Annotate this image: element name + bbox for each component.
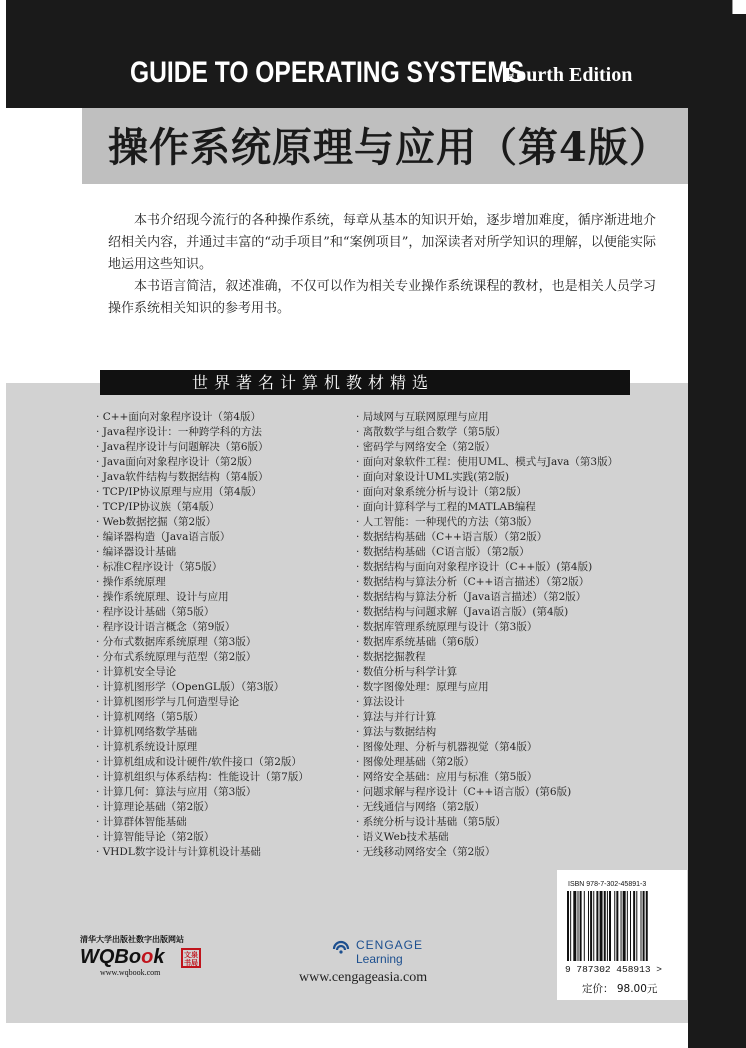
wqbook-logo: WQBook	[80, 946, 165, 968]
series-book-item: · 系统分析与设计基础（第5版）	[356, 815, 656, 830]
series-list-left	[96, 410, 358, 860]
series-book-item: · 数据结构基础（C语言版）（第2版）	[356, 545, 656, 560]
series-book-item: · 计算机网络数学基础	[96, 725, 358, 740]
series-book-item: · TCP/IP协议原理与应用（第4版）	[96, 485, 358, 500]
series-book-item: · 面向计算科学与工程的MATLAB编程	[356, 500, 656, 515]
series-book-item: · 分布式数据库系统原理（第3版）	[96, 635, 358, 650]
barcode-bar	[570, 891, 571, 961]
series-title-bar: 世界著名计算机教材精选	[100, 370, 630, 395]
english-title: GUIDE TO OPERATING SYSTEMS	[130, 56, 525, 89]
series-book-item: · 编译器构造（Java语言版）	[96, 530, 358, 545]
book-description	[108, 210, 656, 320]
cengage-name: CENGAGE	[356, 938, 424, 952]
barcode-bar	[616, 891, 618, 961]
series-book-item: · 密码学与网络安全（第2版）	[356, 440, 656, 455]
series-book-item: · 面向对象系统分析与设计（第2版）	[356, 485, 656, 500]
series-book-item: · 数据结构与算法分析（C++语言描述）（第2版）	[356, 575, 656, 590]
series-book-item: · 图像处理、分析与机器视觉（第4版）	[356, 740, 656, 755]
barcode-bar	[643, 891, 645, 961]
series-book-item: · Java程序设计：一种跨学科的方法	[96, 425, 358, 440]
series-book-item: · 数据库系统基础（第6版）	[356, 635, 656, 650]
barcode-bar	[604, 891, 606, 961]
series-book-item: · 计算机系统设计原理	[96, 740, 358, 755]
series-book-item: · 算法与数据结构	[356, 725, 656, 740]
barcode-bar	[590, 891, 592, 961]
series-book-item: · 计算智能导论（第2版）	[96, 830, 358, 845]
series-book-item: · 无线通信与网络（第2版）	[356, 800, 656, 815]
series-book-item: · 算法设计	[356, 695, 656, 710]
series-book-item: · 数值分析与科学计算	[356, 665, 656, 680]
series-book-item: · 计算机安全导论	[96, 665, 358, 680]
series-book-item: · Java程序设计与问题解决（第6版）	[96, 440, 358, 455]
series-book-item: · 数据挖掘教程	[356, 650, 656, 665]
barcode-bar	[614, 891, 615, 961]
barcode-bar	[596, 891, 598, 961]
cengage-logo-icon	[330, 938, 352, 960]
cengage-url: www.cengageasia.com	[299, 970, 428, 985]
series-book-item: · 计算理论基础（第2版）	[96, 800, 358, 815]
barcode-bar	[633, 891, 635, 961]
series-book-item: · 计算机组织与体系结构：性能设计（第7版）	[96, 770, 358, 785]
barcode-bar	[630, 891, 631, 961]
spine-black-band	[688, 0, 746, 1048]
series-book-item: · 计算机网络（第5版）	[96, 710, 358, 725]
publisher-site-label: 清华大学出版社数字出版网站	[80, 935, 184, 944]
left-edge	[0, 0, 6, 1048]
series-book-item: · 网络安全基础：应用与标准（第5版）	[356, 770, 656, 785]
series-book-item: · C++面向对象程序设计（第4版）	[96, 410, 358, 425]
barcode-bar	[623, 891, 626, 961]
series-book-item: · 操作系统原理	[96, 575, 358, 590]
series-book-item: · 无线移动网络安全（第2版）	[356, 845, 656, 860]
series-book-item: · 问题求解与程序设计（C++语言版）(第6版)	[356, 785, 656, 800]
series-book-item: · 分布式系统原理与范型（第2版）	[96, 650, 358, 665]
description-paragraph-2: 本书语言简洁，叙述准确，不仅可以作为相关专业操作系统课程的教材，也是相关人员学习操作系统相关知识的参考用书。	[108, 279, 656, 316]
barcode-bar	[567, 891, 569, 961]
barcode-bar	[641, 891, 642, 961]
series-book-item: · 人工智能：一种现代的方法（第3版）	[356, 515, 656, 530]
series-list-right	[356, 410, 656, 860]
series-book-item: · 面向对象设计UML实践(第2版)	[356, 470, 656, 485]
series-book-item: · VHDL数字设计与计算机设计基础	[96, 845, 358, 860]
series-book-item: · 计算几何：算法与应用（第3版）	[96, 785, 358, 800]
series-book-item: · 计算机组成和设计硬件/软件接口（第2版）	[96, 755, 358, 770]
series-book-item: · 程序设计基础（第5版）	[96, 605, 358, 620]
series-book-item: · 计算机图形学（OpenGL版）（第3版）	[96, 680, 358, 695]
cengage-learning: Learning	[356, 952, 403, 966]
barcode-bar	[578, 891, 579, 961]
top-black-band	[0, 0, 746, 108]
barcode-bar	[573, 891, 576, 961]
barcode-bar	[584, 891, 585, 961]
series-book-item: · TCP/IP协议族（第4版）	[96, 500, 358, 515]
barcode-bar	[607, 891, 608, 961]
price-label: 定价： 98.00元	[582, 983, 658, 995]
corner-mark	[732, 0, 746, 14]
series-book-item: · 离散数学与组合数学（第5版）	[356, 425, 656, 440]
series-book-item: · Java软件结构与数据结构（第4版）	[96, 470, 358, 485]
series-book-item: · 语义Web技术基础	[356, 830, 656, 845]
barcode-bar	[627, 891, 628, 961]
series-book-item: · 程序设计语言概念（第9版）	[96, 620, 358, 635]
description-paragraph-1: 本书介绍现今流行的各种操作系统，每章从基本的知识开始，逐步增加难度，循序渐进地介绍相关内容，并通过丰富的“动手项目”和“案例项目”，加深读者对所学知识的理解，以便能实际地运用这些知识。	[108, 213, 656, 272]
series-book-item: · 数据结构与面向对象程序设计（C++版）(第4版)	[356, 560, 656, 575]
barcode-bar	[600, 891, 603, 961]
series-book-item: · Java面向对象程序设计（第2版）	[96, 455, 358, 470]
barcode-bar	[621, 891, 622, 961]
series-book-item: · 局域网与互联网原理与应用	[356, 410, 656, 425]
series-book-item: · 数据结构与算法分析（Java语言描述）（第2版）	[356, 590, 656, 605]
series-book-item: · 数据结构与问题求解（Java语言版）(第4版)	[356, 605, 656, 620]
series-book-item: · 数据结构基础（C++语言版）（第2版）	[356, 530, 656, 545]
series-book-item: · 计算机图形学与几何造型导论	[96, 695, 358, 710]
barcode-bar	[588, 891, 589, 961]
barcode	[566, 891, 680, 961]
barcode-bar	[593, 891, 594, 961]
chinese-title: 操作系统原理与应用（第4版）	[108, 124, 670, 171]
series-book-item: · 操作系统原理、设计与应用	[96, 590, 358, 605]
series-book-item: · 数据库管理系统原理与设计（第3版）	[356, 620, 656, 635]
barcode-bar	[609, 891, 611, 961]
barcode-bar	[580, 891, 582, 961]
series-book-item: · 标准C程序设计（第5版）	[96, 560, 358, 575]
wenquan-badge: 文泉 书局	[181, 948, 201, 968]
barcode-digits: 9 787302 458913 >	[565, 964, 662, 975]
edition-label: Fourth Edition	[504, 64, 633, 86]
isbn-text: ISBN 978-7-302-45891-3	[568, 881, 647, 888]
series-book-item: · 算法与并行计算	[356, 710, 656, 725]
series-book-item: · 编译器设计基础	[96, 545, 358, 560]
series-book-item: · 数字图像处理：原理与应用	[356, 680, 656, 695]
series-book-item: · 计算群体智能基础	[96, 815, 358, 830]
wqbook-url: www.wqbook.com	[100, 968, 161, 977]
barcode-bar	[636, 891, 637, 961]
series-book-item: · 面向对象软件工程：使用UML、模式与Java（第3版）	[356, 455, 656, 470]
barcode-bar	[646, 891, 648, 961]
series-book-item: · 图像处理基础（第2版）	[356, 755, 656, 770]
series-book-item: · Web数据挖掘（第2版）	[96, 515, 358, 530]
